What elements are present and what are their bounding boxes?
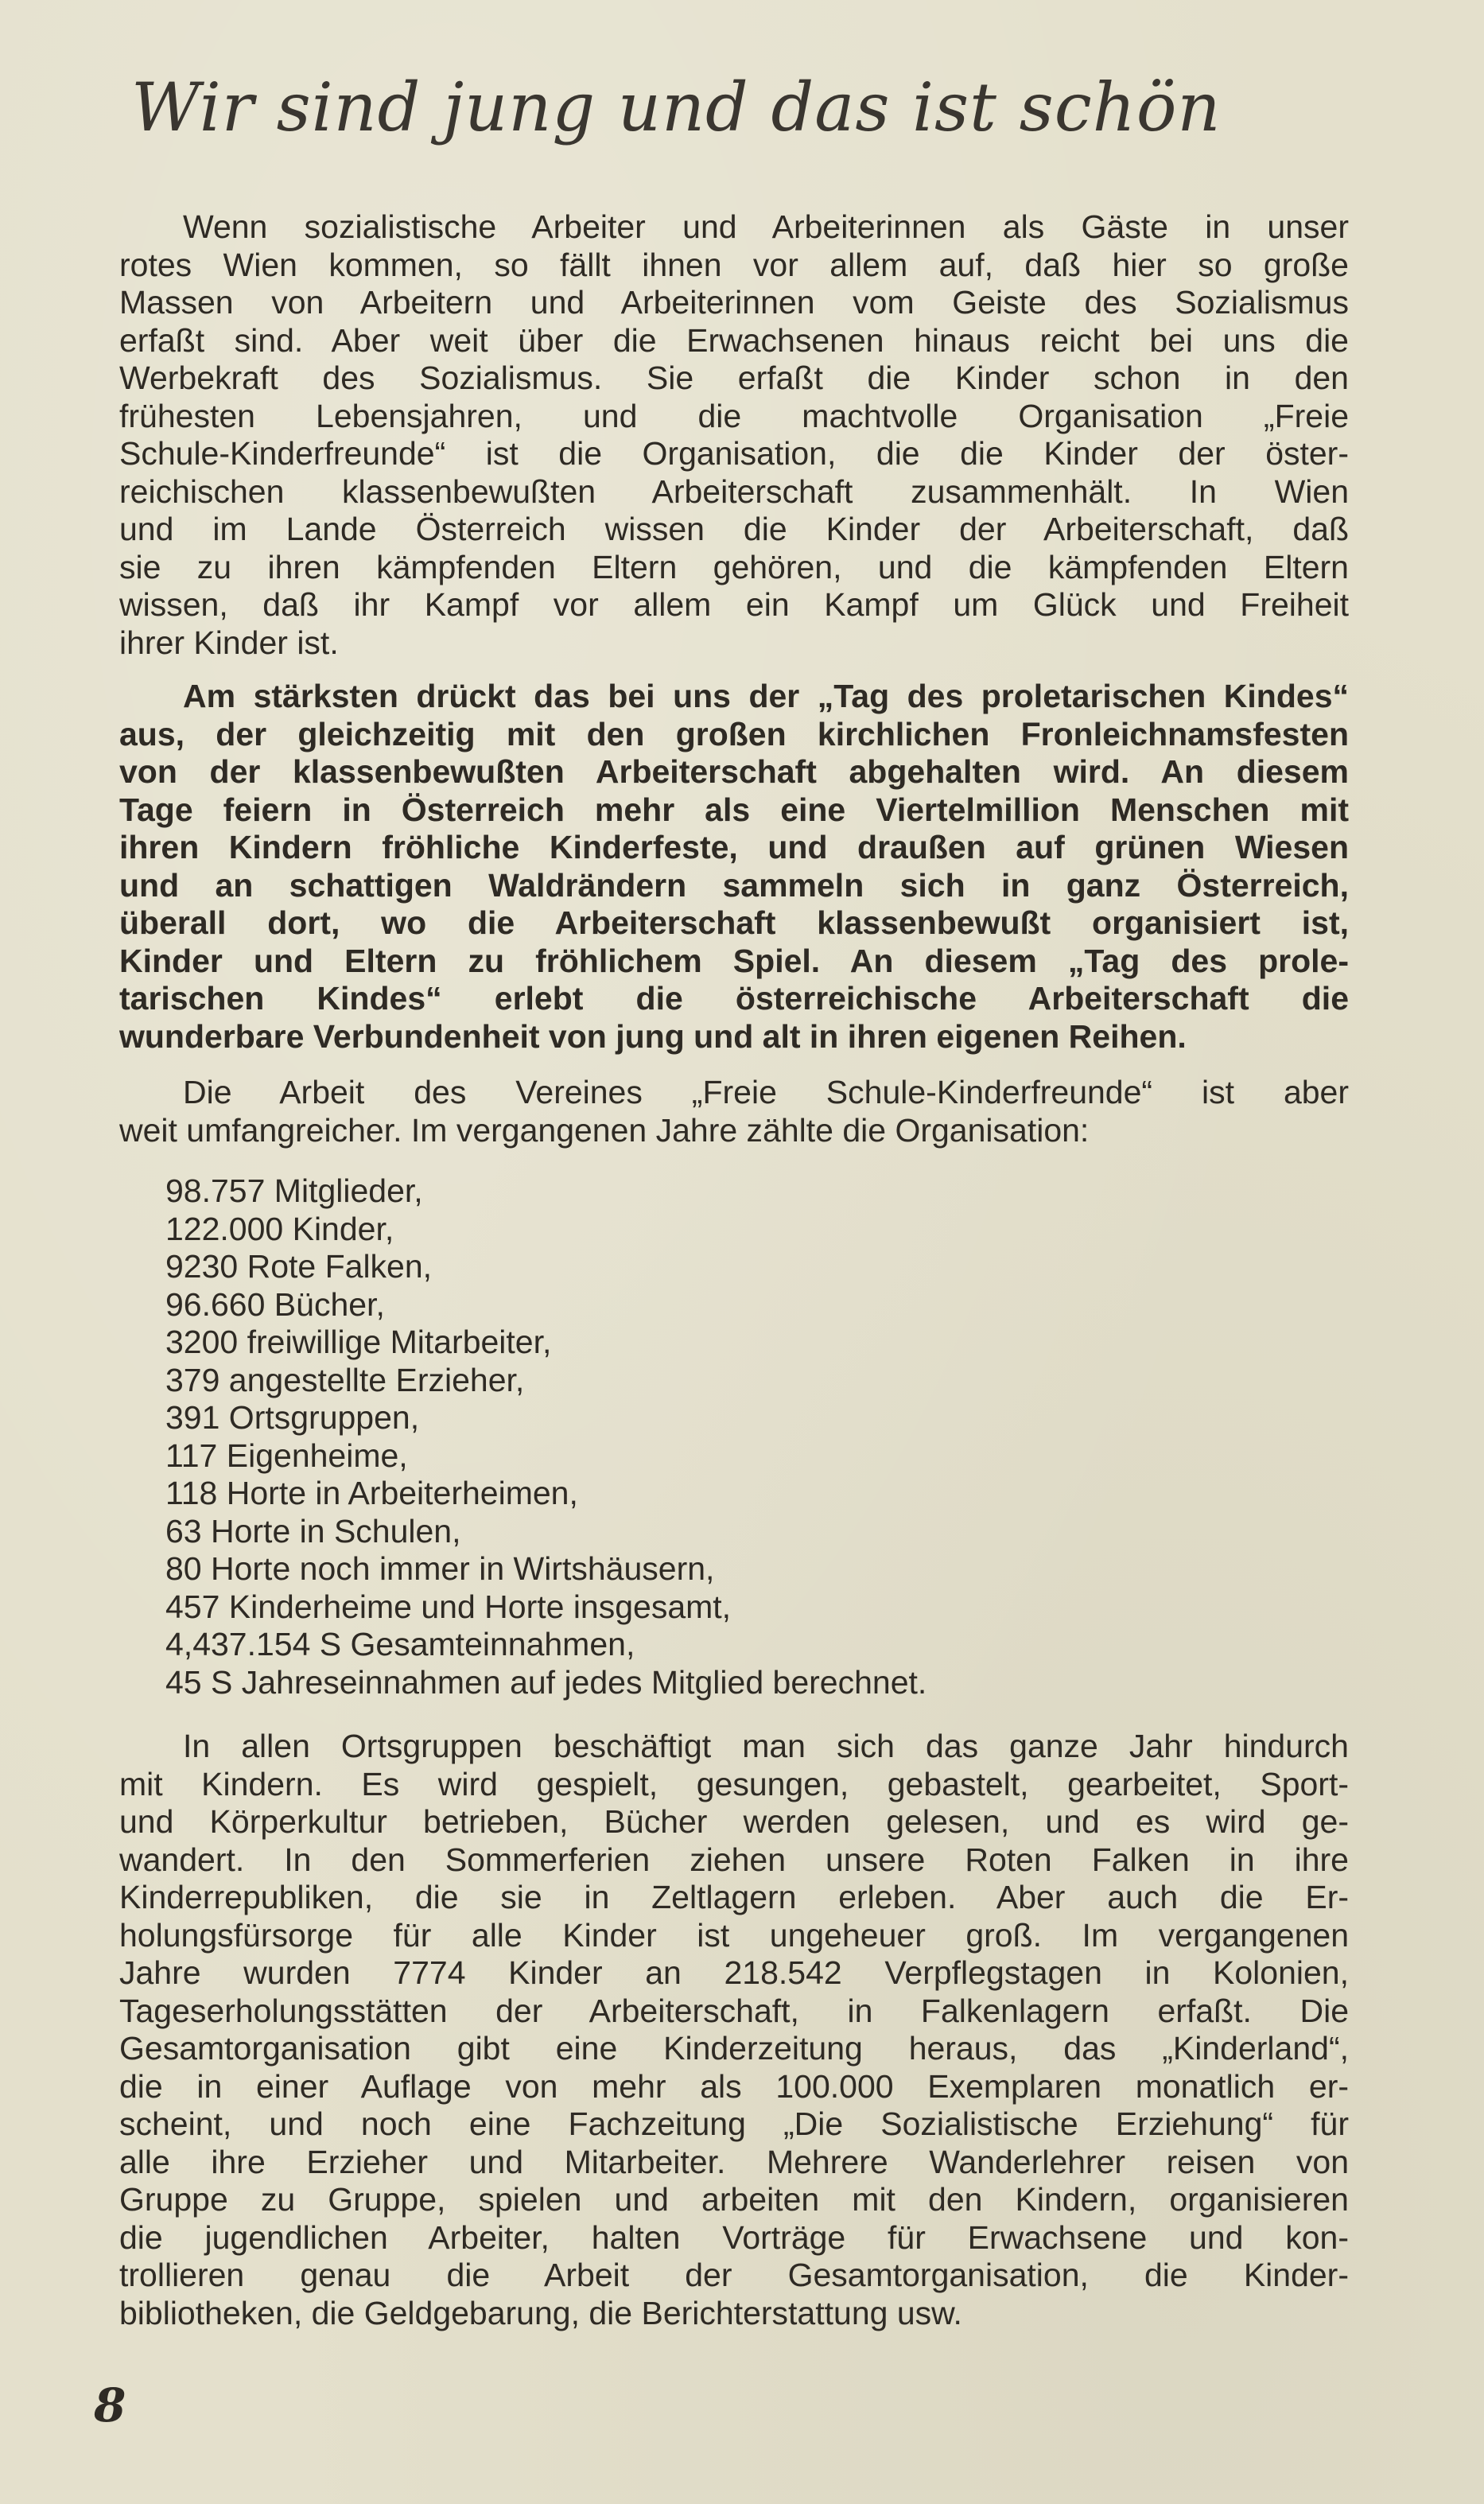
page-number: 8 xyxy=(94,2378,126,2432)
paragraph-line: Gesamtorganisation gibt eine Kinderzeitung heraus, das „Kinderland“, xyxy=(119,2030,1349,2067)
paragraph-line: mit Kindern. Es wird gespielt, gesungen, gebastelt, gearbeitet, Sport- xyxy=(119,1765,1349,1802)
paragraph-line: bibliotheken, die Geldgebarung, die Berichterstattung usw. xyxy=(119,2294,962,2331)
paragraph-line: von der klassenbewußten Arbeiterschaft abgehalten wird. An diesem xyxy=(119,753,1349,790)
paragraph-line: Wenn sozialistische Arbeiter und Arbeiterinnen als Gäste in unser xyxy=(183,208,1349,245)
paragraph-line: rotes Wien kommen, so fällt ihnen vor allem auf, daß hier so große xyxy=(119,246,1349,283)
paragraph-line: erfaßt sind. Aber weit über die Erwachsenen hinaus reicht bei uns die xyxy=(119,321,1349,359)
paragraph-line: trollieren genau die Arbeit der Gesamtorganisation, die Kinder- xyxy=(119,2257,1349,2293)
paragraph-line: reichischen klassenbewußten Arbeiterschaft zusammenhält. In Wien xyxy=(119,472,1349,510)
statistics-item: 457 Kinderheime und Horte insgesamt, xyxy=(165,1588,732,1625)
statistics-item: 98.757 Mitglieder, xyxy=(165,1172,423,1209)
paragraph-line: wandert. In den Sommerferien ziehen unsere Roten Falken in ihre xyxy=(119,1841,1349,1878)
paragraph-line: wissen, daß ihr Kampf vor allem ein Kampf um Glück und Freiheit xyxy=(119,586,1349,623)
paragraph-line: die jugendlichen Arbeiter, halten Vorträge für Erwachsene und kon- xyxy=(119,2218,1349,2256)
statistics-item: 80 Horte noch immer in Wirtshäusern, xyxy=(165,1550,715,1587)
paragraph-line: Kinder und Eltern zu fröhlichem Spiel. An diesem „Tag des prole- xyxy=(119,942,1349,979)
statistics-list xyxy=(165,1172,927,1701)
statistics-item: 117 Eigenheime, xyxy=(165,1437,408,1474)
paragraph-line: wunderbare Verbundenheit von jung und alt in ihren eigenen Reihen. xyxy=(119,1017,1187,1055)
page-title: Wir sind jung und das ist schön xyxy=(131,68,1222,146)
statistics-item: 3200 freiwillige Mitarbeiter, xyxy=(165,1324,552,1360)
statistics-item: 4,437.154 S Gesamteinnahmen, xyxy=(165,1626,635,1662)
paragraph-line: frühesten Lebensjahren, und die machtvolle Organisation „Freie xyxy=(119,397,1349,434)
paragraph-line: Am stärksten drückt das bei uns der „Tag des proletarischen Kindes“ xyxy=(183,678,1349,714)
statistics-item: 118 Horte in Arbeiterheimen, xyxy=(165,1475,578,1511)
statistics-item: 391 Ortsgruppen, xyxy=(165,1399,420,1436)
paragraph-line: Kinderrepubliken, die sie in Zeltlagern erleben. Aber auch die Er- xyxy=(119,1879,1349,1915)
paragraph-line: Massen von Arbeitern und Arbeiterinnen vom Geiste des Sozialismus xyxy=(119,284,1349,321)
paragraph-line: Tageserholungsstätten der Arbeiterschaft, in Falkenlagern erfaßt. Die xyxy=(119,1992,1349,2029)
paragraph-line: Schule-Kinderfreunde“ ist die Organisation, die die Kinder der öster- xyxy=(119,435,1349,472)
paragraph-1 xyxy=(119,208,1349,662)
paragraph-2 xyxy=(119,678,1349,1056)
paragraph-line: holungsfürsorge für alle Kinder ist ungeheuer groß. Im vergangenen xyxy=(119,1916,1349,1954)
statistics-item: 45 S Jahreseinnahmen auf jedes Mitglied berechnet. xyxy=(165,1663,927,1701)
paragraph-line: alle ihre Erzieher und Mitarbeiter. Mehrere Wanderlehrer reisen von xyxy=(119,2143,1349,2180)
statistics-item: 9230 Rote Falken, xyxy=(165,1248,433,1285)
statistics-item: 379 angestellte Erzieher, xyxy=(165,1361,525,1398)
paragraph-line: sie zu ihren kämpfenden Eltern gehören, und die kämpfenden Eltern xyxy=(119,548,1349,585)
paragraph-line: Tage feiern in Österreich mehr als eine Viertelmillion Menschen mit xyxy=(119,791,1349,828)
paragraph-3 xyxy=(119,1074,1349,1149)
paragraph-line: und an schattigen Waldrändern sammeln sich in ganz Österreich, xyxy=(119,866,1349,904)
paragraph-line: und Körperkultur betrieben, Bücher werden gelesen, und es wird ge- xyxy=(119,1803,1349,1840)
paragraph-4 xyxy=(119,1728,1349,2332)
paragraph-line: Gruppe zu Gruppe, spielen und arbeiten mit den Kindern, organisieren xyxy=(119,2181,1349,2218)
paragraph-line: tarischen Kindes“ erlebt die österreichische Arbeiterschaft die xyxy=(119,980,1349,1017)
paragraph-line: scheint, und noch eine Fachzeitung „Die Sozialistische Erziehung“ für xyxy=(119,2105,1349,2142)
paragraph-line: Die Arbeit des Vereines „Freie Schule-Kinderfreunde“ ist aber xyxy=(183,1074,1349,1110)
paragraph-line: ihrer Kinder ist. xyxy=(119,624,339,661)
paragraph-line: In allen Ortsgruppen beschäftigt man sich das ganze Jahr hindurch xyxy=(183,1728,1349,1764)
paragraph-line: ihren Kindern fröhliche Kinderfeste, und draußen auf grünen Wiesen xyxy=(119,829,1349,865)
statistics-item: 63 Horte in Schulen, xyxy=(165,1512,461,1549)
paragraph-line: weit umfangreicher. Im vergangenen Jahre zählte die Organisation: xyxy=(119,1111,1090,1149)
paragraph-line: und im Lande Österreich wissen die Kinder der Arbeiterschaft, daß xyxy=(119,511,1349,547)
statistics-item: 122.000 Kinder, xyxy=(165,1210,394,1247)
paragraph-line: überall dort, wo die Arbeiterschaft klassenbewußt organisiert ist, xyxy=(119,904,1349,941)
paragraph-line: Jahre wurden 7774 Kinder an 218.542 Verpflegstagen in Kolonien, xyxy=(119,1954,1349,1991)
paragraph-line: aus, der gleichzeitig mit den großen kirchlichen Fronleichnamsfesten xyxy=(119,715,1349,752)
paragraph-line: die in einer Auflage von mehr als 100.000 Exemplaren monatlich er- xyxy=(119,2067,1349,2105)
statistics-item: 96.660 Bücher, xyxy=(165,1285,385,1323)
paragraph-line: Werbekraft des Sozialismus. Sie erfaßt die Kinder schon in den xyxy=(119,360,1349,396)
